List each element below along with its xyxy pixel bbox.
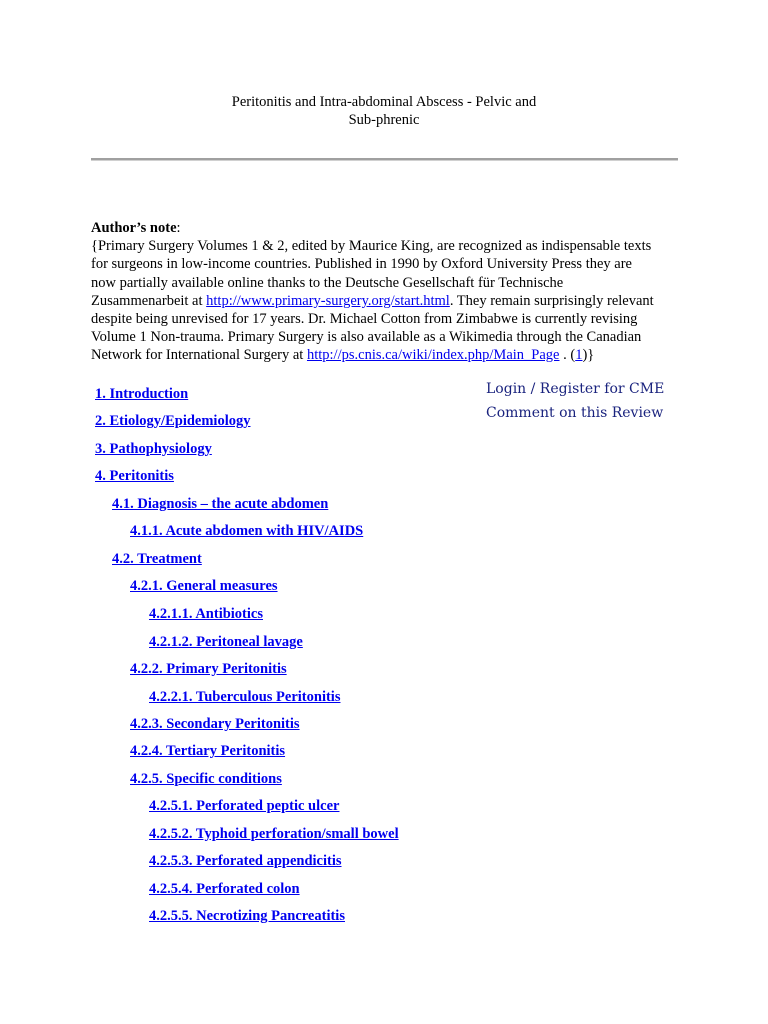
authors-note-text: . They remain surprisingly relevant <box>449 292 654 309</box>
toc-item-specific-conditions[interactable]: 4.2.5. Specific conditions <box>130 771 282 787</box>
toc-item-diagnosis[interactable]: 4.1. Diagnosis – the acute abdomen <box>112 496 329 512</box>
authors-note-text: )} <box>582 347 595 364</box>
login-register-cme-link[interactable]: Login / Register for CME <box>486 381 665 397</box>
authors-note-text: Network for International Surgery at <box>91 347 307 364</box>
authors-note-line: Volume 1 Non-trauma. Primary Surgery is also available as a Wikimedia through the Canadian <box>91 329 642 346</box>
authors-note-heading-line <box>91 219 691 237</box>
primary-surgery-link[interactable]: http://www.primary-surgery.org/start.html <box>206 292 450 309</box>
authors-note-heading: Author’s note <box>91 220 177 236</box>
toc-item-perforated-peptic-ulcer[interactable]: 4.2.5.1. Perforated peptic ulcer <box>149 798 340 814</box>
toc-item-primary-peritonitis[interactable]: 4.2.2. Primary Peritonitis <box>130 661 287 677</box>
toc-item-tertiary-peritonitis[interactable]: 4.2.4. Tertiary Peritonitis <box>130 743 286 759</box>
authors-note-colon: : <box>176 220 181 236</box>
toc-item-perforated-colon[interactable]: 4.2.5.4. Perforated colon <box>149 881 300 897</box>
reference-1-link[interactable]: 1 <box>575 347 583 364</box>
toc-item-antibiotics[interactable]: 4.2.1.1. Antibiotics <box>149 606 263 622</box>
toc-item-etiology[interactable]: 2. Etiology/Epidemiology <box>95 413 251 429</box>
authors-note-text: Zusammenarbeit at <box>91 292 207 309</box>
toc-item-hiv-aids[interactable]: 4.1.1. Acute abdomen with HIV/AIDS <box>130 523 364 539</box>
authors-note-line: now partially available online thanks to the Deutsche Gesellschaft für Technische <box>91 274 564 291</box>
authors-note-text: . ( <box>559 347 576 364</box>
toc-item-necrotizing-pancreatitis[interactable]: 4.2.5.5. Necrotizing Pancreatitis <box>149 908 345 924</box>
authors-note <box>91 219 691 365</box>
authors-note-line <box>91 292 691 310</box>
toc-item-treatment[interactable]: 4.2. Treatment <box>112 551 202 567</box>
authors-note-line: {Primary Surgery Volumes 1 & 2, edited by Maurice King, are recognized as indispensable texts <box>91 238 652 255</box>
toc-item-perforated-appendicitis[interactable]: 4.2.5.3. Perforated appendicitis <box>149 853 342 869</box>
cnis-wiki-link[interactable]: http://ps.cnis.ca/wiki/index.php/Main_Page <box>306 347 560 364</box>
comment-on-review-link[interactable]: Comment on this Review <box>486 405 664 421</box>
horizontal-rule <box>91 158 678 161</box>
toc-item-secondary-peritonitis[interactable]: 4.2.3. Secondary Peritonitis <box>130 716 300 732</box>
document-title-line-2: Sub-phrenic <box>348 112 420 128</box>
toc-item-introduction[interactable]: 1. Introduction <box>95 386 189 402</box>
toc-item-peritoneal-lavage[interactable]: 4.2.1.2. Peritoneal lavage <box>149 634 303 650</box>
authors-note-line <box>91 346 691 364</box>
authors-note-line: despite being unrevised for 17 years. Dr. Michael Cotton from Zimbabwe is currently revising <box>91 311 638 328</box>
toc-item-tuberculous-peritonitis[interactable]: 4.2.2.1. Tuberculous Peritonitis <box>149 689 341 705</box>
toc-item-general-measures[interactable]: 4.2.1. General measures <box>130 578 278 594</box>
document-title-line-1: Peritonitis and Intra-abdominal Abscess - Pelvic and <box>231 94 537 110</box>
authors-note-line: for surgeons in low-income countries. Published in 1990 by Oxford University Press they are <box>91 256 632 273</box>
toc-item-typhoid-perforation[interactable]: 4.2.5.2. Typhoid perforation/small bowel <box>149 826 399 842</box>
toc-item-pathophysiology[interactable]: 3. Pathophysiology <box>95 441 212 457</box>
toc-item-peritonitis[interactable]: 4. Peritonitis <box>95 468 174 484</box>
